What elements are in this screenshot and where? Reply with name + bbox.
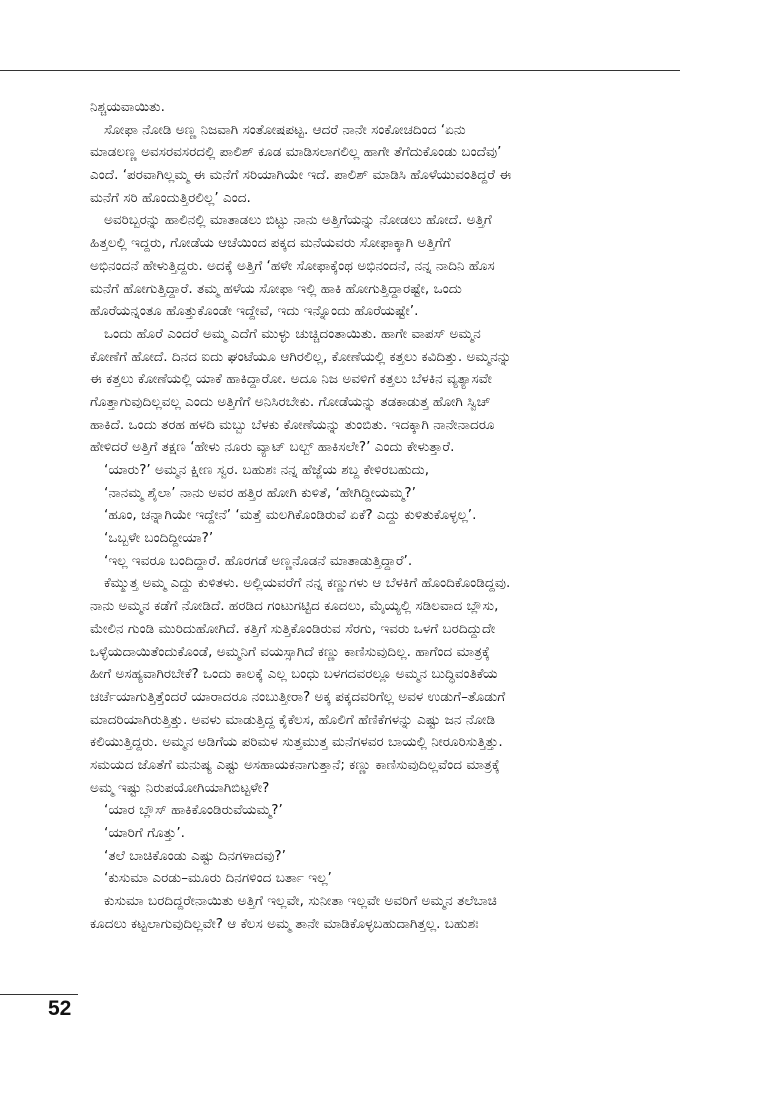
text-line: ಮನೆಗೆ ಸರಿ ಹೊಂದುತ್ತಿರಲಿಲ್ಲ’ ಎಂದ. xyxy=(90,189,251,206)
text-line: ‘ತಲೆ ಬಾಚಿಕೊಂಡು ಎಷ್ಟು ದಿನಗಳಾದವು?’ xyxy=(104,847,286,864)
text-line: ಹಿತ್ತಲಲ್ಲಿ ಇದ್ದರು, ಗೋಡೆಯ ಆಚೆಯಿಂದ ಪಕ್ಕದ ಮನೆಯವರು ಸೋಫಾಕ್ಕಾಗಿ ಅತ್ತಿಗೆಗೆ xyxy=(90,235,451,252)
text-line: ‘ಯಾರಿಗೆ ಗೊತ್ತು’. xyxy=(104,825,185,841)
text-line: ಒಂದು ಹೊರೆ ಎಂದರೆ ಅಮ್ಮ ಎದೆಗೆ ಮುಳ್ಳು ಚುಚ್ಚಿದಂತಾಯಿತು. ಹಾಗೇ ವಾಪಸ್ ಅಮ್ಮನ xyxy=(104,325,481,342)
text-line: ಮಾದರಿಯಾಗಿರುತ್ತಿತ್ತು. ಅವಳು ಮಾಡುತ್ತಿದ್ದ ಕೈಕೆಲಸ, ಹೊಲಿಗೆ ಹೆಣಿಕೆಗಳನ್ನು ಎಷ್ಟು ಜನ ನೋಡಿ xyxy=(90,711,496,728)
text-line: ‘ಕುಸುಮಾ ಎರಡು–ಮೂರು ದಿನಗಳಿಂದ ಬರ್ತಾ ಇಲ್ಲ’ xyxy=(104,870,332,887)
text-line: ಸಮಯದ ಜೊತೆಗೆ ಮನುಷ್ಯ ಎಷ್ಟು ಅಸಹಾಯಕನಾಗುತ್ತಾನೆ; ಕಣ್ಣು ಕಾಣಿಸುವುದಿಲ್ಲವೆಂದ ಮಾತ್ರಕ್ಕೆ xyxy=(90,756,500,773)
text-line: ನಿಶ್ಚಯವಾಯಿತು. xyxy=(90,99,165,115)
text-line: ಮಾಡಲಣ್ಣ ಅವಸರವಸರದಲ್ಲಿ ಪಾಲಿಶ್ ಕೂಡ ಮಾಡಿಸಲಾಗಲಿಲ್ಲ ಹಾಗೇ ತೆಗೆದುಕೊಂಡು ಬಂದೆವು’ xyxy=(90,144,502,161)
text-line: ಅಭಿನಂದನೆ ಹೇಳುತ್ತಿದ್ದರು. ಅದಕ್ಕೆ ಅತ್ತಿಗೆ ‘ಹಳೇ ಸೋಫಾಕ್ಕೆಂಥ ಅಭಿನಂದನೆ, ನನ್ನ ನಾದಿನಿ ಹೊಸ xyxy=(90,257,495,274)
text-line: ಈ ಕತ್ತಲು ಕೋಣೆಯಲ್ಲಿ ಯಾಕೆ ಹಾಕಿದ್ದಾರೋ. ಅದೂ ನಿಜ ಅವಳಿಗೆ ಕತ್ತಲು ಬೆಳಕಿನ ವ್ಯತ್ಯಾಸವೇ xyxy=(90,371,492,388)
text-line: ‘ಯಾರ ಬ್ಲೌಸ್ ಹಾಕಿಕೊಂಡಿರುವೆಯಮ್ಮ?’ xyxy=(104,802,283,819)
text-line: ಹೊರೆಯನ್ನಂತೂ ಹೊತ್ತುಕೊಂಡೇ ಇದ್ದೇವೆ, ಇದು ಇನ್ನೊಂದು ಹೊರೆಯಷ್ಟೇ’. xyxy=(90,303,419,320)
text-line: ಮನೆಗೆ ಹೋಗುತ್ತಿದ್ದಾರೆ. ತಮ್ಮ ಹಳೆಯ ಸೋಫಾ ಇಲ್ಲಿ ಹಾಕಿ ಹೋಗುತ್ತಿದ್ದಾರಷ್ಟೇ, ಒಂದು xyxy=(90,280,462,297)
text-line: ‘ಹೂಂ, ಚನ್ನಾಗಿಯೇ ಇದ್ದೇನೆ’ ‘ಮತ್ತೆ ಮಲಗಿಕೊಂಡಿರುವೆ ಏಕೆ? ಎದ್ದು ಕುಳಿತುಕೊಳ್ಳಲ್ಲ’. xyxy=(104,507,477,524)
text-line: ಹೇಳಿದರೆ ಅತ್ತಿಗೆ ತಕ್ಷಣ ‘ಹೇಳು ನೂರು ವ್ಯಾಟ್ ಬಲ್ಬ್ ಹಾಕಿಸಲೇ?’ ಎಂದು ಕೇಳುತ್ತಾರೆ. xyxy=(90,439,455,456)
text-line: ನಾನು ಅಮ್ಮನ ಕಡೆಗೆ ನೋಡಿದೆ. ಹರಡಿದ ಗಂಟುಗಟ್ಟಿದ ಕೂದಲು, ಮೈಯ್ಯಲ್ಲಿ ಸಡಿಲವಾದ ಬ್ಲೌಸು, xyxy=(90,598,499,615)
text-line: ಸೋಫಾ ನೋಡಿ ಅಣ್ಣ ನಿಜವಾಗಿ ಸಂತೋಷಪಟ್ಟ. ಆದರೆ ನಾನೇ ಸಂಕೋಚದಿಂದ ‘ಏನು xyxy=(104,121,466,138)
text-line: ಹೀಗೆ ಅಸಹ್ಯವಾಗಿರಬೇಕೆ? ಒಂದು ಕಾಲಕ್ಕೆ ಎಲ್ಲ ಬಂಧು ಬಳಗದವರಲ್ಲೂ ಅಮ್ಮನ ಬುದ್ಧಿವಂತಿಕೆಯ xyxy=(90,666,498,683)
text-line: ಕುಸುಮಾ ಬರದಿದ್ದರೇನಾಯಿತು ಅತ್ತಿಗೆ ಇಲ್ಲವೇ, ಸುನೀತಾ ಇಲ್ಲವೇ ಅವರಿಗೆ ಅಮ್ಮನ ತಲೆಬಾಚಿ xyxy=(104,893,497,910)
text-line: ‘ಯಾರು?’ ಅಮ್ಮನ ಕ್ಷೀಣ ಸ್ವರ. ಬಹುಶಃ ನನ್ನ ಹೆಜ್ಜೆಯ ಶಬ್ದ ಕೇಳಿರಬಹುದು, xyxy=(104,462,430,478)
top-rule xyxy=(0,70,680,71)
text-line: ಒಳ್ಳೆಯದಾಯಿತೆಂದುಕೊಂಡೆ, ಅಮ್ಮನಿಗೆ ವಯಸ್ಸಾಗಿದೆ ಕಣ್ಣು ಕಾಣಿಸುವುದಿಲ್ಲ. ಹಾಗೆಂದ ಮಾತ್ರಕ್ಕೆ xyxy=(90,643,490,660)
text-line: ಎಂದೆ. ‘ಪರವಾಗಿಲ್ಲಮ್ಮ ಈ ಮನೆಗೆ ಸರಿಯಾಗಿಯೇ ಇದೆ. ಪಾಲಿಶ್ ಮಾಡಿಸಿ ಹೊಳೆಯುವಂತಿದ್ದರೆ ಈ xyxy=(90,167,512,184)
text-line: ಕಲಿಯುತ್ತಿದ್ದರು. ಅಮ್ಮನ ಅಡಿಗೆಯ ಪರಿಮಳ ಸುತ್ತಮುತ್ತ ಮನೆಗಳವರ ಬಾಯಲ್ಲಿ ನೀರೂರಿಸುತ್ತಿತ್ತು. xyxy=(90,734,503,751)
text-line: ಅವರಿಬ್ಬರನ್ನು ಹಾಲಿನಲ್ಲಿ ಮಾತಾಡಲು ಬಿಟ್ಟು ನಾನು ಅತ್ತಿಗೆಯನ್ನು ನೋಡಲು ಹೋದೆ. ಅತ್ತಿಗೆ xyxy=(104,212,492,229)
text-line: ಮೇಲಿನ ಗುಂಡಿ ಮುರಿದುಹೋಗಿದೆ. ಕತ್ತಿಗೆ ಸುತ್ತಿಕೊಂಡಿರುವ ಸೆರಗು, ಇವರು ಒಳಗೆ ಬರದಿದ್ದುದೇ xyxy=(90,620,496,637)
text-line: ಕೂದಲು ಕಟ್ಟಲಾಗುವುದಿಲ್ಲವೇ? ಆ ಕೆಲಸ ಅಮ್ಮ ತಾನೇ ಮಾಡಿಕೊಳ್ಳಬಹುದಾಗಿತ್ತಲ್ಲ. ಬಹುಶಃ xyxy=(90,915,479,932)
text-line: ‘ಇಲ್ಲ ಇವರೂ ಬಂದಿದ್ದಾರೆ. ಹೊರಗಡೆ ಅಣ್ಣನೊಡನೆ ಮಾತಾಡುತ್ತಿದ್ದಾರೆ’. xyxy=(104,552,413,569)
text-line: ‘ನಾನಮ್ಮ ಶೈಲಾ’ ನಾನು ಅವರ ಹತ್ತಿರ ಹೋಗಿ ಕುಳಿತೆ, ‘ಹೇಗಿದ್ದೀಯಮ್ಮ?’ xyxy=(104,484,416,501)
text-line: ಗೊತ್ತಾಗುವುದಿಲ್ಲವಲ್ಲ ಎಂದು ಅತ್ತಿಗೆಗೆ ಅನಿಸಿರಬೇಕು. ಗೋಡೆಯನ್ನು ತಡಕಾಡುತ್ತ ಹೋಗಿ ಸ್ವಿಚ್ xyxy=(90,393,491,410)
text-line: ಕೆಮ್ಮುತ್ತ ಅಮ್ಮ ಎದ್ದು ಕುಳಿತಳು. ಅಲ್ಲಿಯವರೆಗೆ ನನ್ನ ಕಣ್ಣುಗಳು ಆ ಬೆಳಕಿಗೆ ಹೊಂದಿಕೊಂಡಿದ್ದವು. xyxy=(104,575,511,592)
body-text xyxy=(90,96,682,935)
text-line: ‘ಒಬ್ಬಳೇ ಬಂದಿದ್ದೀಯಾ?’ xyxy=(104,530,214,547)
text-line: ಅಮ್ಮ ಇಷ್ಟು ನಿರುಪಯೋಗಿಯಾಗಿಬಿಟ್ಟಳೇ? xyxy=(90,779,270,796)
text-line: ಚರ್ಚೆಯಾಗುತ್ತಿತ್ತೆಂದರೆ ಯಾರಾದರೂ ನಂಬುತ್ತೀರಾ? ಅಕ್ಕ ಪಕ್ಕದವರಿಗೆಲ್ಲ ಅವಳ ಉಡುಗೆ–ತೊಡುಗೆ xyxy=(90,688,506,705)
bottom-rule xyxy=(0,994,78,995)
text-line: ಕೋಣೆಗೆ ಹೋದೆ. ದಿನದ ಐದು ಘಂಟೆಯೂ ಆಗಿರಲಿಲ್ಲ, ಕೋಣೆಯಲ್ಲಿ ಕತ್ತಲು ಕವಿದಿತ್ತು. ಅಮ್ಮನನ್ನು xyxy=(90,348,512,365)
text-line: ಹಾಕಿದೆ. ಒಂದು ತರಹ ಹಳದಿ ಮಬ್ಬು ಬೆಳಕು ಕೋಣೆಯನ್ನು ತುಂಬಿತು. ಇದಕ್ಕಾಗಿ ನಾನೇನಾದರೂ xyxy=(90,416,495,433)
page-number: 52 xyxy=(48,997,72,1020)
